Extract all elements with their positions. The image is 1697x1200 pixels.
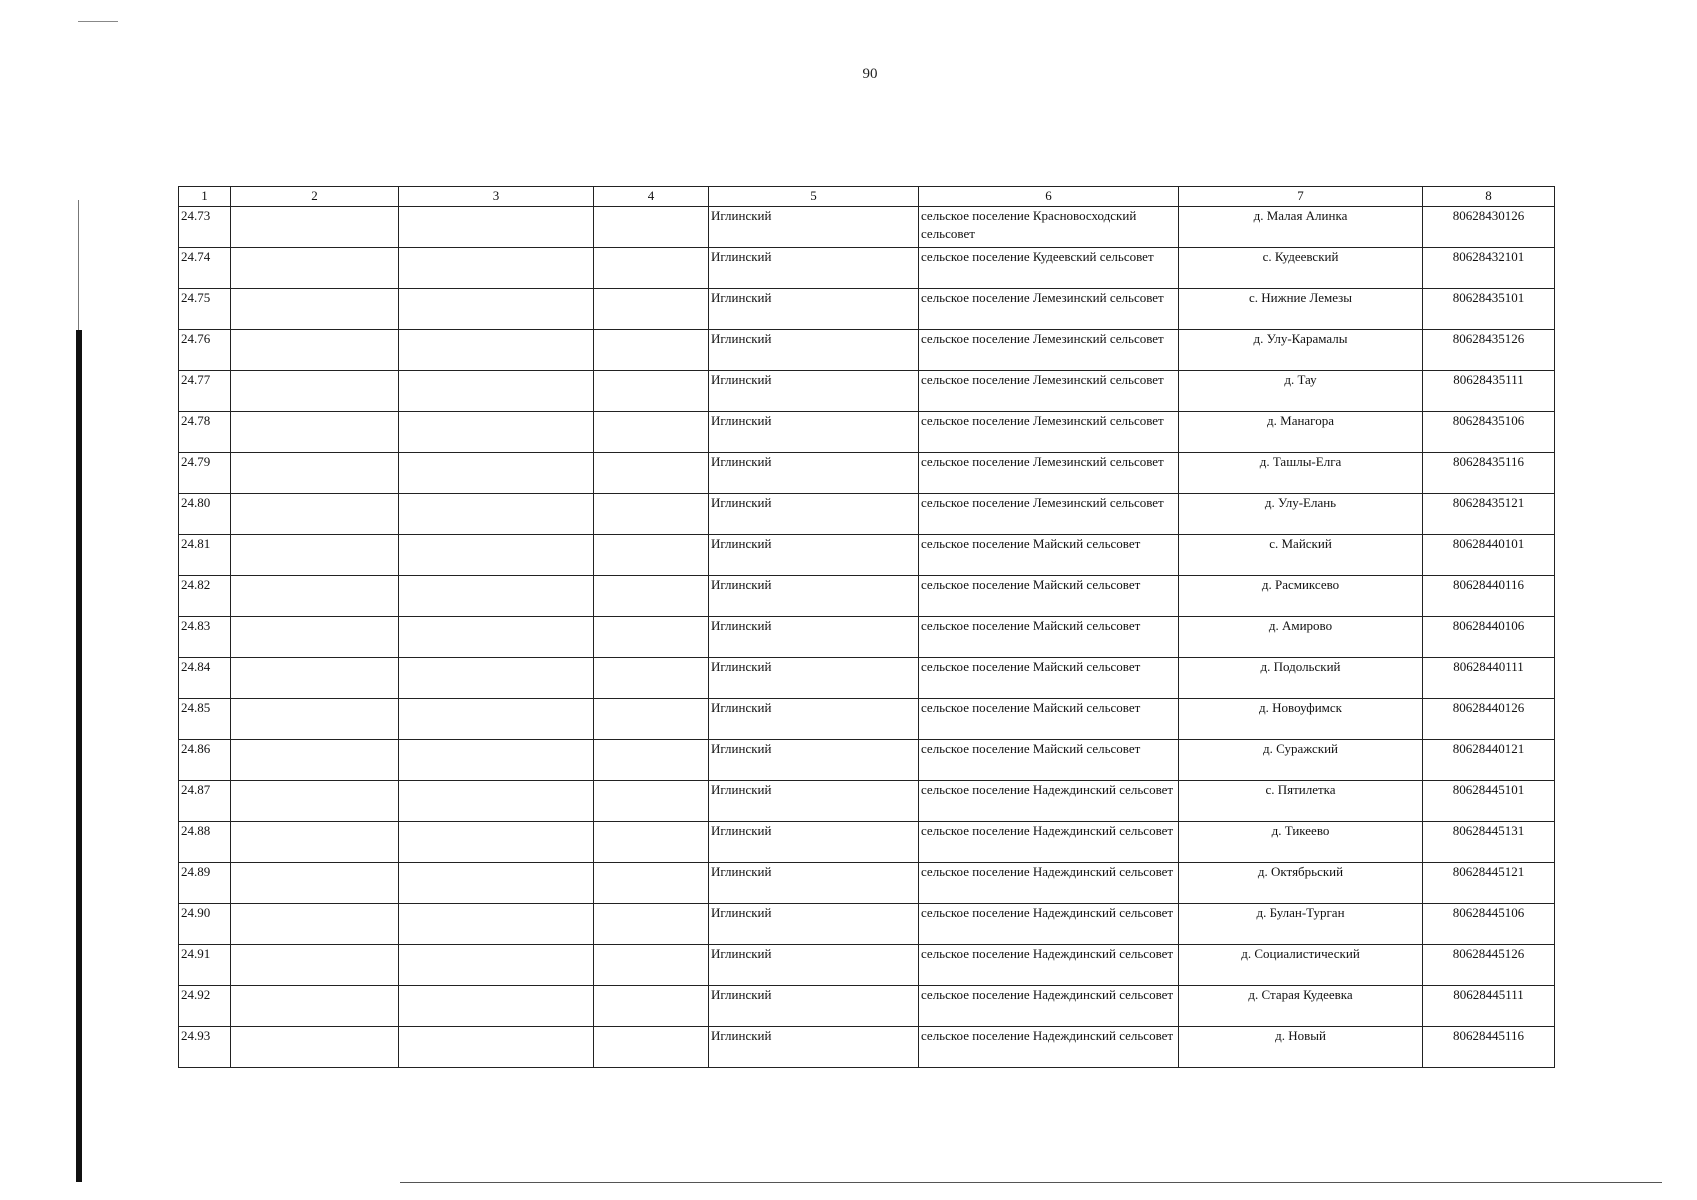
table-row [179,494,1555,535]
cell-col-4 [594,453,709,494]
cell-locality: д. Улу-Елань [1179,494,1423,535]
cell-code: 80628440126 [1423,699,1555,740]
cell-col-2 [231,330,399,371]
cell-locality: с. Майский [1179,535,1423,576]
table-row [179,699,1555,740]
cell-settlement: сельское поселение Майский сельсовет [919,658,1179,699]
cell-col-4 [594,822,709,863]
cell-locality: д. Булан-Турган [1179,904,1423,945]
cell-col-4 [594,863,709,904]
cell-col-4 [594,207,709,248]
cell-col-3 [399,658,594,699]
cell-code: 80628445126 [1423,945,1555,986]
cell-code: 80628440111 [1423,658,1555,699]
cell-number: 24.73 [179,207,231,248]
cell-locality: д. Расмиксево [1179,576,1423,617]
cell-col-3 [399,412,594,453]
cell-col-3 [399,904,594,945]
header-col-7: 7 [1179,187,1423,207]
cell-locality: д. Малая Алинка [1179,207,1423,248]
header-col-8: 8 [1423,187,1555,207]
cell-settlement: сельское поселение Майский сельсовет [919,576,1179,617]
cell-number: 24.86 [179,740,231,781]
cell-number: 24.90 [179,904,231,945]
cell-code: 80628445106 [1423,904,1555,945]
cell-settlement: сельское поселение Лемезинский сельсовет [919,412,1179,453]
cell-settlement: сельское поселение Надеждинский сельсовет [919,1027,1179,1068]
table-row [179,822,1555,863]
table-row [179,863,1555,904]
cell-col-4 [594,945,709,986]
header-col-6: 6 [919,187,1179,207]
cell-settlement: сельское поселение Лемезинский сельсовет [919,289,1179,330]
table-row [179,781,1555,822]
table-row [179,248,1555,289]
cell-number: 24.93 [179,1027,231,1068]
table-header [179,187,1555,207]
cell-col-3 [399,822,594,863]
cell-col-3 [399,535,594,576]
cell-col-2 [231,699,399,740]
cell-district: Иглинский [709,453,919,494]
cell-settlement: сельское поселение Надеждинский сельсовет [919,945,1179,986]
cell-district: Иглинский [709,371,919,412]
cell-settlement: сельское поселение Надеждинский сельсовет [919,822,1179,863]
cell-settlement: сельское поселение Лемезинский сельсовет [919,371,1179,412]
table-row [179,535,1555,576]
cell-col-2 [231,740,399,781]
cell-district: Иглинский [709,289,919,330]
cell-settlement: сельское поселение Надеждинский сельсовет [919,863,1179,904]
cell-col-2 [231,986,399,1027]
cell-col-2 [231,904,399,945]
table-row [179,617,1555,658]
cell-col-3 [399,863,594,904]
cell-code: 80628435106 [1423,412,1555,453]
cell-col-4 [594,658,709,699]
cell-locality: д. Улу-Карамалы [1179,330,1423,371]
cell-settlement: сельское поселение Майский сельсовет [919,535,1179,576]
table-row [179,289,1555,330]
cell-col-4 [594,494,709,535]
cell-locality: с. Нижние Лемезы [1179,289,1423,330]
cell-locality: д. Ташлы-Елга [1179,453,1423,494]
table-row [179,412,1555,453]
cell-district: Иглинский [709,1027,919,1068]
cell-settlement: сельское поселение Лемезинский сельсовет [919,330,1179,371]
table-row [179,740,1555,781]
cell-col-4 [594,740,709,781]
cell-settlement: сельское поселение Лемезинский сельсовет [919,453,1179,494]
cell-col-3 [399,986,594,1027]
cell-number: 24.78 [179,412,231,453]
cell-col-4 [594,248,709,289]
cell-col-2 [231,412,399,453]
header-col-1: 1 [179,187,231,207]
cell-locality: д. Тикеево [1179,822,1423,863]
cell-code: 80628440121 [1423,740,1555,781]
cell-number: 24.83 [179,617,231,658]
cell-col-3 [399,1027,594,1068]
cell-settlement: сельское поселение Кудеевский сельсовет [919,248,1179,289]
cell-col-2 [231,658,399,699]
cell-settlement: сельское поселение Красновосходский сельсовет [919,207,1179,248]
cell-locality: д. Амирово [1179,617,1423,658]
cell-col-3 [399,453,594,494]
cell-district: Иглинский [709,863,919,904]
cell-locality: с. Пятилетка [1179,781,1423,822]
cell-code: 80628440101 [1423,535,1555,576]
cell-col-3 [399,781,594,822]
cell-number: 24.92 [179,986,231,1027]
cell-number: 24.80 [179,494,231,535]
cell-col-2 [231,453,399,494]
cell-number: 24.91 [179,945,231,986]
cell-col-2 [231,945,399,986]
cell-code: 80628432101 [1423,248,1555,289]
table-row [179,945,1555,986]
cell-number: 24.88 [179,822,231,863]
settlements-table [178,186,1555,1068]
cell-col-4 [594,781,709,822]
cell-district: Иглинский [709,781,919,822]
table-row [179,453,1555,494]
cell-code: 80628445111 [1423,986,1555,1027]
cell-number: 24.74 [179,248,231,289]
cell-code: 80628435126 [1423,330,1555,371]
cell-district: Иглинский [709,412,919,453]
cell-settlement: сельское поселение Майский сельсовет [919,617,1179,658]
cell-number: 24.82 [179,576,231,617]
cell-district: Иглинский [709,986,919,1027]
cell-col-4 [594,986,709,1027]
cell-number: 24.79 [179,453,231,494]
header-row [179,187,1555,207]
cell-district: Иглинский [709,699,919,740]
cell-col-4 [594,617,709,658]
cell-col-2 [231,207,399,248]
cell-col-3 [399,371,594,412]
scan-artifact-bottom-line [400,1182,1662,1183]
cell-col-3 [399,289,594,330]
cell-col-4 [594,330,709,371]
cell-district: Иглинский [709,494,919,535]
cell-col-3 [399,494,594,535]
cell-district: Иглинский [709,945,919,986]
table-body [179,207,1555,1068]
cell-district: Иглинский [709,207,919,248]
cell-locality: д. Манагора [1179,412,1423,453]
cell-col-2 [231,371,399,412]
cell-col-4 [594,699,709,740]
cell-district: Иглинский [709,740,919,781]
page-number: 90 [862,66,878,82]
cell-col-3 [399,945,594,986]
cell-locality: д. Новоуфимск [1179,699,1423,740]
cell-code: 80628435121 [1423,494,1555,535]
cell-code: 80628445121 [1423,863,1555,904]
cell-col-4 [594,371,709,412]
table-row [179,904,1555,945]
cell-settlement: сельское поселение Майский сельсовет [919,699,1179,740]
header-col-2: 2 [231,187,399,207]
cell-col-2 [231,494,399,535]
cell-number: 24.81 [179,535,231,576]
cell-district: Иглинский [709,617,919,658]
cell-district: Иглинский [709,904,919,945]
table-row [179,371,1555,412]
table-row [179,1027,1555,1068]
cell-col-3 [399,576,594,617]
cell-col-3 [399,617,594,658]
cell-locality: д. Новый [1179,1027,1423,1068]
cell-number: 24.75 [179,289,231,330]
cell-col-2 [231,822,399,863]
header-col-5: 5 [709,187,919,207]
cell-locality: д. Тау [1179,371,1423,412]
cell-col-2 [231,617,399,658]
cell-code: 80628440116 [1423,576,1555,617]
cell-col-3 [399,740,594,781]
cell-locality: д. Октябрьский [1179,863,1423,904]
cell-col-3 [399,330,594,371]
cell-col-4 [594,535,709,576]
cell-col-4 [594,289,709,330]
cell-number: 24.87 [179,781,231,822]
cell-district: Иглинский [709,822,919,863]
scan-artifact-top [78,21,118,22]
scan-artifact-left-bar [76,330,82,1182]
cell-settlement: сельское поселение Лемезинский сельсовет [919,494,1179,535]
table-row [179,576,1555,617]
cell-col-4 [594,576,709,617]
cell-col-2 [231,248,399,289]
cell-settlement: сельское поселение Надеждинский сельсовет [919,781,1179,822]
cell-locality: д. Старая Кудеевка [1179,986,1423,1027]
cell-code: 80628435101 [1423,289,1555,330]
header-col-3: 3 [399,187,594,207]
cell-col-4 [594,904,709,945]
cell-col-4 [594,412,709,453]
cell-code: 80628435116 [1423,453,1555,494]
cell-number: 24.85 [179,699,231,740]
cell-settlement: сельское поселение Надеждинский сельсовет [919,904,1179,945]
cell-code: 80628440106 [1423,617,1555,658]
table-row [179,207,1555,248]
cell-code: 80628445131 [1423,822,1555,863]
cell-col-4 [594,1027,709,1068]
header-col-4: 4 [594,187,709,207]
cell-number: 24.76 [179,330,231,371]
cell-code: 80628445116 [1423,1027,1555,1068]
cell-col-2 [231,576,399,617]
cell-col-2 [231,1027,399,1068]
table-row [179,658,1555,699]
cell-settlement: сельское поселение Надеждинский сельсовет [919,986,1179,1027]
table-row [179,330,1555,371]
cell-col-2 [231,289,399,330]
cell-col-3 [399,207,594,248]
cell-col-2 [231,535,399,576]
cell-number: 24.77 [179,371,231,412]
cell-district: Иглинский [709,248,919,289]
cell-district: Иглинский [709,535,919,576]
cell-number: 24.89 [179,863,231,904]
cell-col-3 [399,699,594,740]
cell-col-3 [399,248,594,289]
cell-col-2 [231,781,399,822]
scan-artifact-left-line [78,200,79,330]
cell-locality: с. Кудеевский [1179,248,1423,289]
cell-col-2 [231,863,399,904]
cell-district: Иглинский [709,330,919,371]
table-row [179,986,1555,1027]
cell-locality: д. Социалистический [1179,945,1423,986]
cell-code: 80628445101 [1423,781,1555,822]
cell-district: Иглинский [709,658,919,699]
cell-number: 24.84 [179,658,231,699]
cell-locality: д. Суражский [1179,740,1423,781]
cell-code: 80628435111 [1423,371,1555,412]
cell-code: 80628430126 [1423,207,1555,248]
cell-district: Иглинский [709,576,919,617]
cell-settlement: сельское поселение Майский сельсовет [919,740,1179,781]
cell-locality: д. Подольский [1179,658,1423,699]
